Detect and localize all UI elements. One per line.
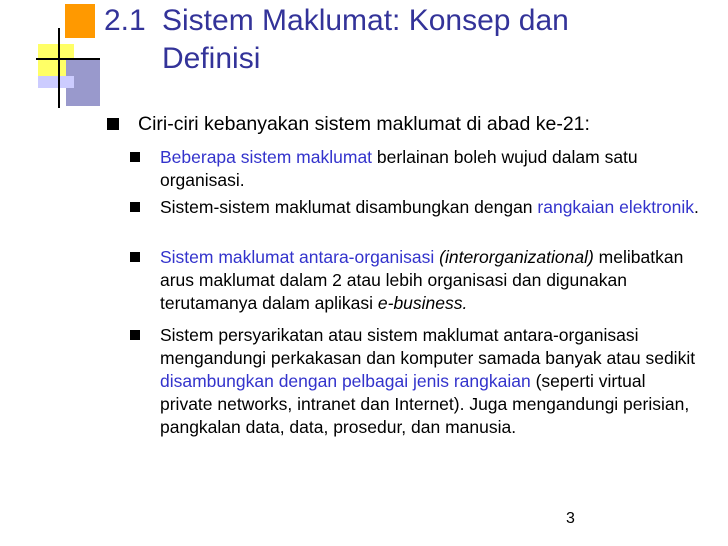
sub1-link: Beberapa sistem maklumat	[160, 147, 373, 167]
decor-hline	[36, 58, 100, 60]
main-bullet-text: Ciri-ciri kebanyakan sistem maklumat di abad ke-21:	[138, 113, 590, 135]
decor-orange-block	[65, 4, 95, 38]
title-line2: Definisi	[162, 42, 261, 75]
sub3-italic: (interorganizational)	[434, 247, 594, 267]
sub2-text: Sistem-sistem maklumat disambungkan dengan	[160, 197, 538, 217]
sub2-end: .	[694, 197, 699, 217]
bullet-square-icon	[130, 330, 140, 340]
sub-bullet-2	[130, 196, 700, 219]
main-bullet	[138, 112, 728, 136]
sub-bullet-2-text	[160, 196, 700, 219]
title-number: 2.1	[104, 4, 146, 37]
decor-vline	[58, 28, 60, 108]
sub3-link: Sistem maklumat antara-organisasi	[160, 247, 435, 267]
sub-bullet-3	[130, 246, 700, 315]
sub2-link: rangkaian elektronik	[537, 197, 695, 217]
sub1-rest: berlainan boleh wujud dalam satu organisasi.	[160, 147, 638, 190]
title-line1: Sistem Maklumat: Konsep dan	[162, 4, 569, 37]
main-bullet-glyph	[107, 118, 119, 130]
sub-bullet-1-text	[160, 146, 700, 192]
bullet-square-icon	[130, 202, 140, 212]
sub4-text: Sistem persyarikatan atau sistem maklumat antara-organisasi mengandungi perkakasan dan komputer samada banyak atau sedikit	[160, 325, 696, 368]
sub4-link: disambungkan dengan pelbagai jenis rangkaian	[160, 371, 531, 391]
bullet-square-icon	[130, 252, 140, 262]
bullet-square-icon	[130, 152, 140, 162]
decor-lightblue-block	[38, 76, 74, 88]
sub-bullet-1	[130, 146, 700, 192]
sub3-italic2: e-business.	[377, 293, 468, 313]
sub-bullet-4	[130, 324, 700, 439]
sub3-text: melibatkan arus maklumat dalam 2 atau lebih organisasi dan digunakan terutamanya dalam aplikasi	[160, 247, 684, 313]
sub-bullet-3-text	[160, 246, 700, 315]
slide-title	[104, 2, 704, 78]
sub-bullet-4-text	[160, 324, 700, 439]
decor-corner	[0, 0, 100, 110]
sub4-end: (seperti virtual private networks, intranet dan Internet). Juga mengandungi perisian, pangkalan data, data, prosedur, dan manusia.	[160, 371, 690, 437]
page-number: 3	[566, 510, 575, 527]
